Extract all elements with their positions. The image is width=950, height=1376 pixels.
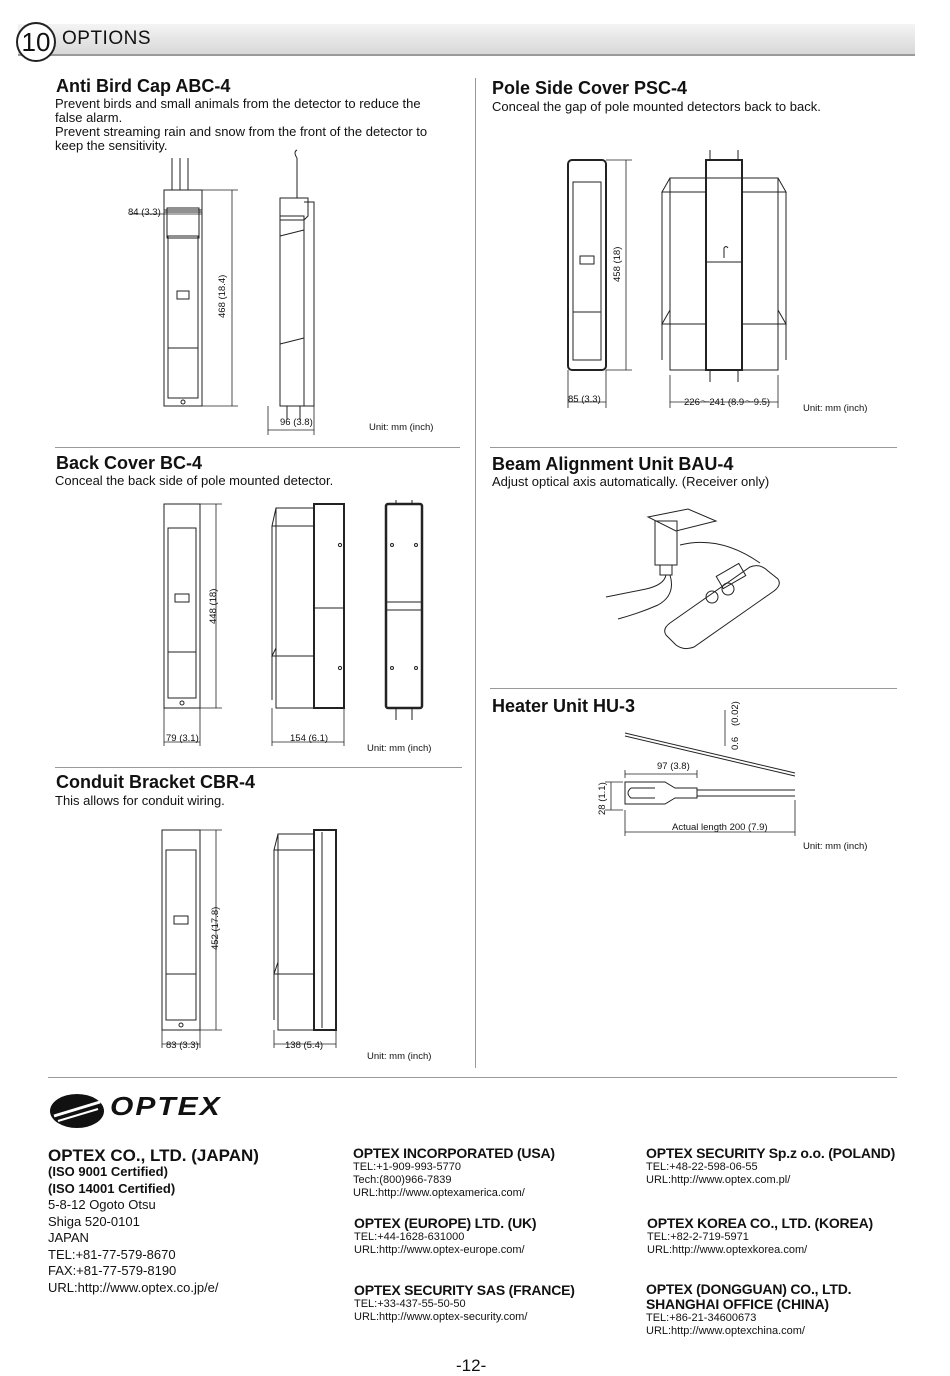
psc4-dim-height: 458 (18) — [612, 246, 623, 282]
office-korea: OPTEX KOREA CO., LTD. (KOREA) TEL:+82-2-719-5971 URL:http://www.optexkorea.com/ — [647, 1215, 873, 1256]
psc4-drawing — [560, 150, 890, 410]
column-divider — [475, 78, 476, 1068]
bau4-description: Adjust optical axis automatically. (Receiver only) — [492, 474, 770, 489]
bau4-title: Beam Alignment Unit BAU-4 — [492, 454, 734, 474]
section-title: OPTIONS — [62, 28, 152, 49]
divider-left-2 — [55, 767, 462, 768]
hu3-dim-thickness: 0.6 — [730, 736, 741, 750]
hu3-title: Heater Unit HU-3 — [492, 696, 636, 716]
section-header-bar — [18, 24, 915, 56]
optex-logo-icon — [48, 1092, 106, 1130]
psc4-dim-width: 85 (3.3) — [568, 394, 601, 405]
hu3-dim-actual-length: Actual length 200 (7.9) — [672, 822, 768, 833]
office-usa: OPTEX INCORPORATED (USA) TEL:+1-909-993-5770 Tech:(800)966-7839 URL:http://www.optexamerica.com/ — [353, 1145, 555, 1199]
bc4-dim-width: 79 (3.1) — [166, 733, 199, 744]
abc4-unit: Unit: mm (inch) — [369, 422, 434, 433]
page-number: -12- — [456, 1356, 487, 1375]
bc4-dim-depth: 154 (6.1) — [290, 733, 329, 744]
bc4-dim-height: 448 (18) — [208, 588, 219, 624]
hu3-dim-height: 28 (1.1) — [597, 782, 608, 815]
office-china: OPTEX (DONGGUAN) CO., LTD. SHANGHAI OFFICE (CHINA) TEL:+86-21-34600673 URL:http://www.optexchina.com/ — [646, 1281, 852, 1337]
office-poland: OPTEX SECURITY Sp.z o.o. (POLAND) TEL:+48-22-598-06-55 URL:http://www.optex.com.pl/ — [646, 1145, 896, 1186]
abc4-dim-width: 84 (3.3) — [128, 207, 161, 218]
footer-divider — [48, 1077, 897, 1078]
cbr4-dim-height: 452 (17.8) — [210, 906, 221, 950]
bc4-title: Back Cover BC-4 — [56, 453, 203, 473]
cbr4-unit: Unit: mm (inch) — [367, 1051, 432, 1062]
office-france: OPTEX SECURITY SAS (FRANCE) TEL:+33-437-55-50-50 URL:http://www.optex-security.com/ — [354, 1282, 575, 1323]
divider-left-1 — [55, 447, 460, 448]
divider-right-1 — [490, 447, 897, 448]
japan-company-name: OPTEX CO., LTD. (JAPAN) — [48, 1146, 259, 1165]
abc4-title: Anti Bird Cap ABC-4 — [56, 76, 231, 96]
bc4-unit: Unit: mm (inch) — [367, 743, 432, 754]
divider-right-2 — [490, 688, 897, 689]
cbr4-title: Conduit Bracket CBR-4 — [56, 772, 256, 792]
bc4-drawing — [150, 500, 440, 750]
bau4-drawing — [600, 505, 800, 655]
hu3-unit: Unit: mm (inch) — [803, 841, 868, 852]
psc4-dim-span: 226～241 (8.9～9.5) — [684, 397, 771, 408]
abc4-dim-height: 468 (18.4) — [217, 274, 228, 318]
psc4-description: Conceal the gap of pole mounted detectors back to back. — [492, 99, 821, 114]
office-uk: OPTEX (EUROPE) LTD. (UK) TEL:+44-1628-631000 URL:http://www.optex-europe.com/ — [354, 1215, 537, 1256]
abc4-drawing — [120, 150, 450, 440]
psc4-title: Pole Side Cover PSC-4 — [492, 78, 688, 98]
optex-logo-text: OPTEX — [110, 1093, 222, 1122]
abc4-description: Prevent birds and small animals from the detector to reduce the false alarm. Prevent streaming rain and snow from the front of the detector to keep the sensitivity. — [55, 96, 428, 153]
cbr4-drawing — [150, 820, 350, 1050]
cbr4-dim-width: 83 (3.3) — [166, 1040, 199, 1051]
cbr4-description: This allows for conduit wiring. — [55, 793, 225, 808]
bc4-description: Conceal the back side of pole mounted detector. — [55, 473, 334, 488]
japan-details: (ISO 9001 Certified) (ISO 14001 Certified) 5-8-12 Ogoto Otsu Shiga 520-0101 JAPAN TEL:+81-77-579-8670 FAX:+81-77-579-8190 URL:http://www.optex.co.jp/e/ — [48, 1164, 219, 1295]
psc4-unit: Unit: mm (inch) — [803, 403, 868, 414]
hu3-dim-length: 97 (3.8) — [657, 761, 690, 772]
cbr4-dim-depth: 138 (5.4) — [285, 1040, 324, 1051]
section-number: 10 — [16, 22, 56, 62]
hu3-dim-thickness-inch: (0.02) — [730, 701, 741, 726]
abc4-dim-depth: 96 (3.8) — [280, 417, 313, 428]
